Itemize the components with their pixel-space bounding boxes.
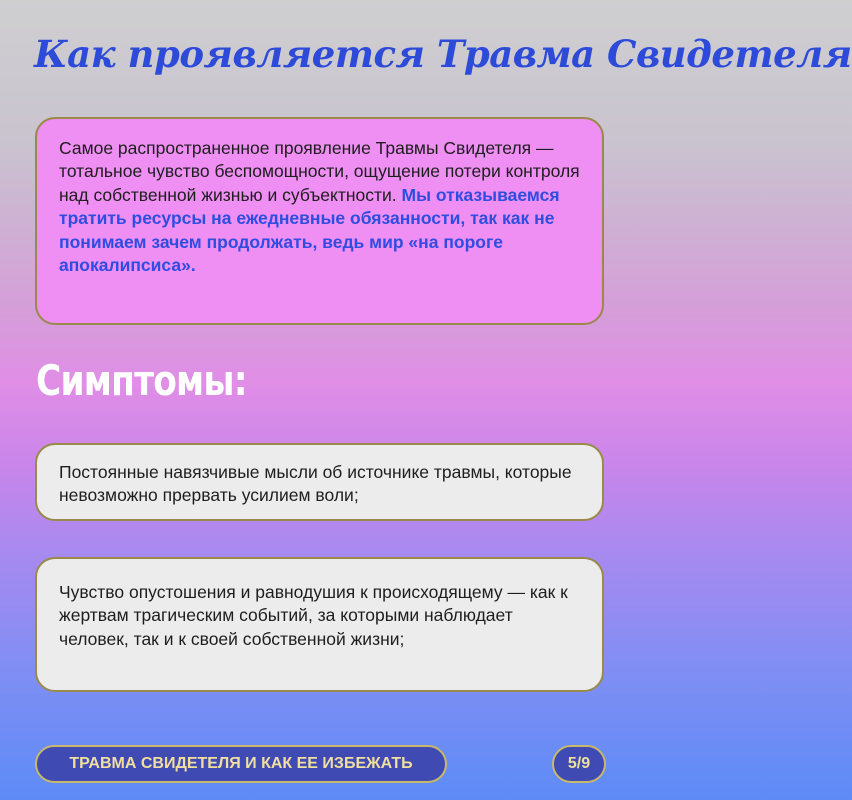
page-title: Как проявляется Травма Свидетеля [34,32,852,76]
symptom-text: Постоянные навязчивые мысли об источнике травмы, которые невозможно прервать усилием воли; [59,462,572,506]
symptom-text: Чувство опустошения и равнодушия к происходящему — как к жертвам трагическим событий, за которыми наблюдает человек, так и к своей собственной жизни; [59,582,568,649]
intro-text: Самое распространенное проявление Травмы Свидетеля — тотальное чувство беспомощности, ощущение потери контроля над собственной жизнью и субъектности. [59,138,580,205]
symptoms-heading: Симптомы: [36,356,247,405]
intro-card [35,117,604,325]
symptom-card [35,557,604,692]
page-number-badge: 5/9 [552,745,606,783]
series-title-badge: ТРАВМА СВИДЕТЕЛЯ И КАК ЕЕ ИЗБЕЖАТЬ [35,745,447,783]
symptom-card [35,443,604,521]
intro-highlight-text: Мы отказываемся тратить ресурсы на ежедневные обязанности, так как не понимаем зачем продолжать, ведь мир «на пороге апокалипсиса». [59,184,560,276]
